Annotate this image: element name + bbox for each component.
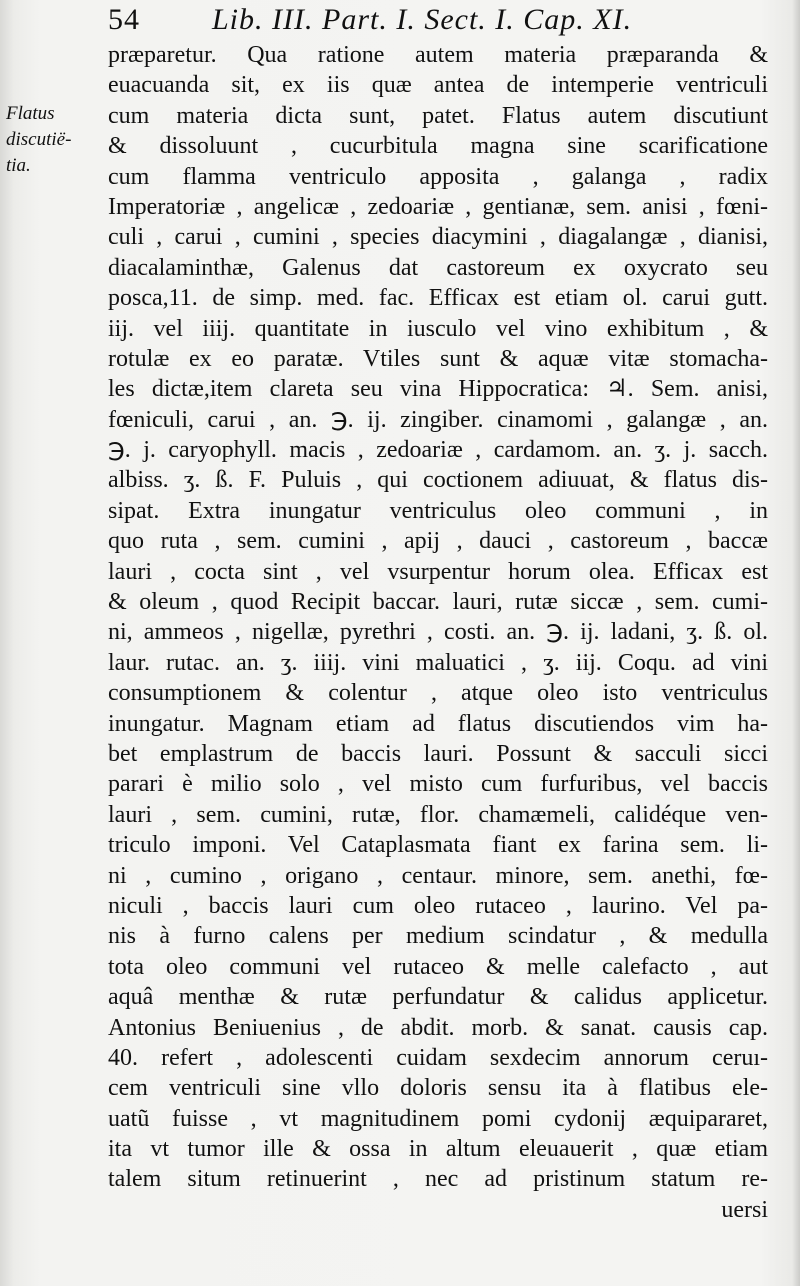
- text-line: cum flamma ventriculo apposita , galanga , radix: [108, 163, 768, 190]
- text-line: albiss. ʒ. ß. F. Puluis , qui coctionem adiuuat, & flatus dis-: [108, 467, 768, 494]
- text-line: sipat. Extra inungatur ventriculus oleo communi , in: [108, 497, 768, 524]
- text-line: bet emplastrum de baccis lauri. Possunt & sacculi sicci: [108, 740, 768, 767]
- marginal-note: [6, 101, 102, 179]
- text-line: quo ruta , sem. cumini , apij , dauci , castoreum , baccæ: [108, 528, 768, 555]
- text-line: fœniculi, carui , an. ℈. ij. zingiber. cinamomi , galangæ , an.: [108, 406, 768, 433]
- text-line: iij. vel iiij. quantitate in iusculo vel vino exhibitum , &: [108, 315, 768, 342]
- text-line: ita vt tumor ille & ossa in altum eleuauerit , quæ etiam: [108, 1136, 768, 1163]
- text-line: tota oleo communi vel rutaceo & melle calefacto , aut: [108, 953, 768, 980]
- text-line: niculi , baccis lauri cum oleo rutaceo , laurino. Vel pa-: [108, 892, 768, 919]
- marginal-note-line: Flatus: [6, 103, 55, 124]
- text-line: consumptionem & colentur , atque oleo isto ventriculus: [108, 680, 768, 707]
- text-line: inungatur. Magnam etiam ad flatus discutiendos vim ha-: [108, 710, 768, 737]
- text-line: talem situm retinuerint , nec ad pristinum statum re-: [108, 1166, 768, 1193]
- text-line: les dictæ,item clareta seu vina Hippocratica: ♃. Sem. anisi,: [108, 376, 768, 403]
- marginal-note-line: tia.: [6, 155, 31, 176]
- text-line: euacuanda sit, ex iis quæ antea de intemperie ventriculi: [108, 72, 768, 99]
- running-head: [100, 2, 790, 38]
- text-line: laur. rutac. an. ʒ. iiij. vini maluatici , ʒ. iij. Coqu. ad vini: [108, 649, 768, 676]
- text-line: ni, ammeos , nigellæ, pyrethri , costi. an. ℈. ij. ladani, ʒ. ß. ol.: [108, 619, 768, 646]
- text-line: triculo imponi. Vel Cataplasmata fiant ex farina sem. li-: [108, 832, 768, 859]
- text-line: ni , cumino , origano , centaur. minore, sem. anethi, fœ-: [108, 862, 768, 889]
- text-line: ℈. j. caryophyll. macis , zedoariæ , cardamom. an. ʒ. j. sacch.: [108, 437, 768, 464]
- text-line: cem ventriculi sine vllo doloris sensu ita à flatibus ele-: [108, 1075, 768, 1102]
- running-title: Lib. III. Part. I. Sect. I. Cap. XI.: [212, 3, 633, 36]
- text-line: nis à furno calens per medium scindatur , & medulla: [108, 923, 768, 950]
- text-line: parari è milio solo , vel misto cum furfuribus, vel baccis: [108, 771, 768, 798]
- body-text: [108, 40, 768, 1225]
- text-line: Antonius Beniuenius , de abdit. morb. & sanat. causis cap.: [108, 1014, 768, 1041]
- page-number: 54: [108, 3, 140, 36]
- text-line: rotulæ ex eo paratæ. Vtiles sunt & aquæ vitæ stomacha-: [108, 345, 768, 372]
- text-line: præparetur. Qua ratione autem materia præparanda &: [108, 42, 768, 68]
- page-edge-shadow: [792, 0, 800, 1286]
- text-line: Imperatoriæ , angelicæ , zedoariæ , gentianæ, sem. anisi , fœni-: [108, 193, 768, 220]
- text-line: & oleum , quod Recipit baccar. lauri, rutæ siccæ , sem. cumi-: [108, 589, 768, 616]
- text-line: uersi: [721, 1196, 768, 1223]
- text-line: aquâ menthæ & rutæ perfundatur & calidus applicetur.: [108, 984, 768, 1011]
- text-line: lauri , cocta sint , vel vsurpentur horum olea. Efficax est: [108, 558, 768, 585]
- text-line: cum materia dicta sunt, patet. Flatus autem discutiunt: [108, 102, 768, 129]
- text-line: & dissoluunt , cucurbitula magna sine scarificatione: [108, 133, 768, 160]
- text-line: posca,11. de simp. med. fac. Efficax est etiam ol. carui gutt.: [108, 285, 768, 312]
- text-line: lauri , sem. cumini, rutæ, flor. chamæmeli, calidéque ven-: [108, 801, 768, 828]
- text-line: uatũ fuisse , vt magnitudinem pomi cydonij æquipararet,: [108, 1105, 768, 1132]
- text-line: culi , carui , cumini , species diacymini , diagalangæ , dianisi,: [108, 224, 768, 251]
- text-line: diacalaminthæ, Galenus dat castoreum ex oxycrato seu: [108, 254, 768, 281]
- text-line: 40. refert , adolescenti cuidam sexdecim annorum ceruı-: [108, 1044, 768, 1071]
- marginal-note-line: discutië-: [6, 129, 72, 150]
